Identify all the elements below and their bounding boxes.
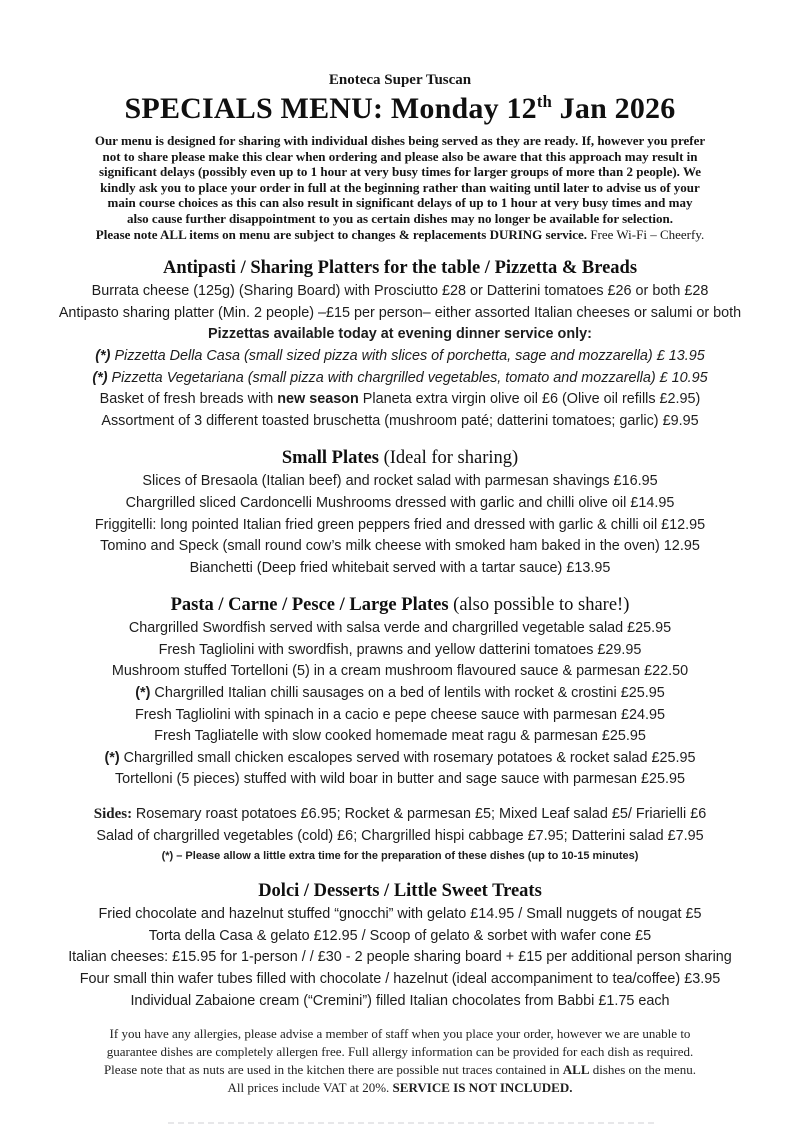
footer-line <box>0 1079 800 1097</box>
text-segment: Friggitelli: long pointed Italian fried green peppers fried and dressed with garlic & chilli oil £12.95 <box>94 516 706 533</box>
text-segment: Salad of chargrilled vegetables (cold) £6; Chargrilled hispi cabbage £7.95; Datterini salad £7.95 <box>96 827 704 844</box>
menu-item-line <box>0 769 800 791</box>
footer-line <box>0 1061 800 1079</box>
text-segment: Dolci / Desserts / Little Sweet Treats <box>258 881 542 902</box>
text-segment: kindly ask you to place your order in full at the beginning rather than waiting until later to advise us of your <box>100 179 700 195</box>
intro-line <box>0 211 800 227</box>
menu-title <box>0 92 800 126</box>
text-segment: Assortment of 3 different toasted bruschetta (mushroom paté; datterini tomatoes; garlic) £9.95 <box>101 412 699 429</box>
text-segment: also cause further disappointment to you as certain dishes may no longer be available for selection. <box>127 210 673 226</box>
menu-item-line <box>0 411 800 433</box>
text-segment: Rosemary roast potatoes £6.95; Rocket & parmesan £5; Mixed Leaf salad £5/ Friarielli £6 <box>135 806 707 823</box>
section-heading <box>0 447 800 470</box>
menu-item-line <box>0 991 800 1013</box>
text-segment: Fried chocolate and hazelnut stuffed “gnocchi” with gelato £14.95 / Small nuggets of nougat £5 <box>98 906 702 923</box>
section-heading <box>0 257 800 280</box>
text-segment: Free Wi-Fi – Cheerfy. <box>587 226 705 242</box>
text-segment: Pizzetta Vegetariana (small pizza with chargrilled vegetables, tomato and mozzarella) £ 10.95 <box>111 369 708 386</box>
menu-item-line <box>0 904 800 926</box>
menu-item-line <box>0 705 800 727</box>
text-segment: Torta della Casa & gelato £12.95 / Scoop of gelato & sorbet with wafer cone £5 <box>148 927 652 944</box>
text-segment: new season <box>277 391 359 408</box>
intro-paragraph <box>0 133 800 242</box>
footer-line <box>0 1025 800 1043</box>
bottom-dashed-line <box>168 1122 654 1124</box>
intro-line <box>0 164 800 180</box>
text-segment: Chargrilled sliced Cardoncelli Mushrooms dressed with garlic and chilli olive oil £14.95 <box>125 494 675 511</box>
menu-item-line <box>0 947 800 969</box>
text-segment: Tortelloni (5 pieces) stuffed with wild boar in butter and sage sauce with parmesan £25.95 <box>114 771 686 788</box>
menu-item-line <box>0 368 800 390</box>
menu-title-ordinal: th <box>536 92 552 111</box>
section-heading <box>0 880 800 903</box>
menu-item-line <box>0 515 800 537</box>
text-segment: Four small thin wafer tubes filled with chocolate / hazelnut (ideal accompaniment to tea/coffee) £3.95 <box>79 971 721 987</box>
menu-title-tail: Jan 2026 <box>551 92 676 125</box>
text-segment: ALL <box>562 1062 590 1078</box>
text-segment: Please note that as nuts are used in the kitchen there are possible nut traces contained in <box>103 1062 563 1078</box>
text-segment: Italian cheeses: £15.95 for 1-person / / £30 - 2 people sharing board + £15 per additional person sharing <box>68 949 732 966</box>
text-segment: Individual Zabaione cream (“Cremini”) filled Italian chocolates from Babbi £1.75 each <box>130 992 670 1009</box>
menu-section-sides <box>0 804 800 865</box>
text-segment: (*) <box>95 347 115 364</box>
menu-item-line <box>0 471 800 493</box>
text-segment: Fresh Tagliolini with swordfish, prawns and yellow datterini tomatoes £29.95 <box>158 641 642 658</box>
restaurant-name: Enoteca Super Tuscan <box>328 72 472 88</box>
text-segment: (*) <box>135 685 155 702</box>
menu-section-small-plates <box>0 447 800 579</box>
text-segment: Pizzettas available today at evening dinner service only: <box>208 326 592 343</box>
text-segment: SERVICE IS NOT INCLUDED. <box>392 1080 573 1096</box>
text-segment: Sides: <box>93 806 136 823</box>
menu-item-line <box>0 558 800 580</box>
intro-line <box>0 180 800 196</box>
text-segment: (*) <box>92 369 112 386</box>
menu-sections <box>0 257 800 1012</box>
text-segment: Fresh Tagliatelle with slow cooked homemade meat ragu & parmesan £25.95 <box>154 728 646 745</box>
intro-line <box>0 227 800 243</box>
menu-item-line <box>0 926 800 948</box>
menu-item-line <box>0 493 800 515</box>
text-segment: guarantee dishes are completely allergen free. Full allergy information can be provided for each dish as required. <box>106 1044 694 1060</box>
text-segment: Chargrilled Swordfish served with salsa verde and chargrilled vegetable salad £25.95 <box>128 620 672 637</box>
menu-item-line <box>0 683 800 705</box>
menu-item-line <box>0 324 800 346</box>
text-segment: (also possible to share!) <box>453 595 630 616</box>
text-segment: Burrata cheese (125g) (Sharing Board) with Prosciutto £28 or Datterini tomatoes £26 or both £28 <box>91 283 709 300</box>
menu-item-line <box>0 281 800 303</box>
text-segment: Our menu is designed for sharing with individual dishes being served as they are ready. If, however you prefer <box>94 133 706 148</box>
menu-item-line <box>0 346 800 368</box>
text-segment: Planeta extra virgin olive oil £6 (Olive oil refills £2.95) <box>358 391 701 408</box>
text-segment: Mushroom stuffed Tortelloni (5) in a cream mushroom flavoured sauce & parmesan £22.50 <box>111 663 689 680</box>
text-segment: dishes on the menu. <box>589 1062 697 1078</box>
menu-item-line <box>0 847 800 865</box>
menu-item-line <box>0 661 800 683</box>
text-segment: Tomino and Speck (small round cow’s milk cheese with smoked ham baked in the oven) 12.95 <box>100 538 700 555</box>
menu-item-line <box>0 748 800 770</box>
footer-notes <box>0 1025 800 1097</box>
text-segment: (*) – Please allow a little extra time for the preparation of these dishes (up to 10-15 minutes) <box>161 850 639 863</box>
intro-line <box>0 195 800 211</box>
menu-section-pasta-carne-pesce <box>0 594 800 791</box>
text-segment: Chargrilled Italian chilli sausages on a bed of lentils with rocket & crostini £25.95 <box>154 685 665 702</box>
menu-item-line <box>0 303 800 325</box>
text-segment: Antipasti / Sharing Platters for the table / Pizzetta & Breads <box>162 258 638 279</box>
text-segment: Basket of fresh breads with <box>99 391 278 408</box>
menu-item-line <box>0 389 800 411</box>
menu-section-antipasti <box>0 257 800 432</box>
menu-item-line <box>0 726 800 748</box>
menu-item-line <box>0 640 800 662</box>
text-segment: not to share please make this clear when ordering and please also be aware that this approach may result in <box>102 148 698 164</box>
text-segment: If you have any allergies, please advise a member of staff when you place your order, however we are unable to <box>109 1026 691 1042</box>
text-segment: (*) <box>104 749 124 766</box>
intro-line <box>0 149 800 165</box>
menu-item-line <box>0 618 800 640</box>
text-segment: Slices of Bresaola (Italian beef) and rocket salad with parmesan shavings £16.95 <box>142 473 658 490</box>
text-segment: Chargrilled small chicken escalopes served with rosemary potatoes & rocket salad £25.95 <box>123 749 696 766</box>
text-segment: Small Plates <box>281 448 384 469</box>
text-segment: Bianchetti (Deep fried whitebait served with a tartar sauce) £13.95 <box>189 559 611 576</box>
text-segment: (Ideal for sharing) <box>383 448 519 469</box>
menu-title-main: SPECIALS MENU: Monday 12 <box>124 92 537 125</box>
footer-line <box>0 1043 800 1061</box>
menu-item-line <box>0 969 800 991</box>
text-segment: Please note ALL items on menu are subject to changes & replacements DURING service. <box>95 226 588 242</box>
text-segment: Antipasto sharing platter (Min. 2 people) –£15 per person– either assorted Italian cheeses or salumi or both <box>58 304 742 321</box>
section-heading <box>0 594 800 617</box>
menu-item-line <box>0 804 800 826</box>
text-segment: Pasta / Carne / Pesce / Large Plates <box>170 595 454 616</box>
text-segment: main course choices as this can also result in significant delays of up to 1 hour at very busy times and may <box>107 195 693 211</box>
menu-item-line <box>0 536 800 558</box>
text-segment: All prices include VAT at 20%. <box>227 1080 393 1096</box>
intro-line <box>0 133 800 149</box>
text-segment: Pizzetta Della Casa (small sized pizza with slices of porchetta, sage and mozzarella) £ 13.95 <box>114 347 705 364</box>
menu-section-dolci <box>0 880 800 1012</box>
text-segment: significant delays (possibly even up to 1 hour at very busy times for larger groups of more than 2 people). We <box>99 164 701 180</box>
text-segment: Fresh Tagliolini with spinach in a cacio e pepe cheese sauce with parmesan £24.95 <box>134 706 666 723</box>
menu-item-line <box>0 826 800 848</box>
